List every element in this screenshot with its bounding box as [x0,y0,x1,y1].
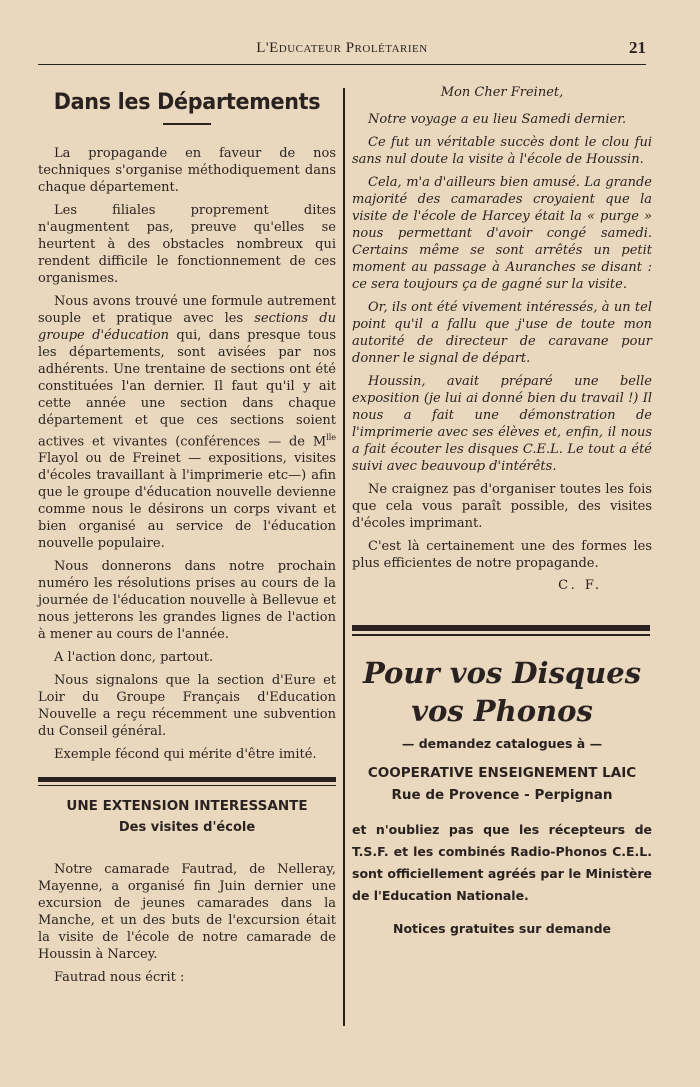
left-column [38,84,336,992]
paragraph: Exemple fécond qui mérite d'être imité. [54,746,317,762]
ad-catalog-line: — demandez catalogues à — [401,735,603,751]
paragraph: Notre camarade Fautrad, de Nelleray, Mayenne, a organisé fin Juin dernier une excursion de jeunes camarades dans la Manche, et un des buts de l'excursion était la visite de l'école de notre camarade de Houssin à Narcey. [38,862,336,963]
letter-paragraph: Cela, m'a d'ailleurs bien amusé. La grande majorité des camarades croyaient que la visite de l'école de Harcey était la « purge » nous permettant d'avoir congé samedi. Certains même se sont arrêtés un petit moment au passage à Auranches se disant : ce sera toujours ça de gagné sur la visite. [352,175,652,292]
letter-paragraph: Ce fut un véritable succès dont le clou fui sans nul doute la visite à l'école de Houssin. [352,135,652,167]
right-column [352,84,652,936]
journal-title: L'Educateur Prolétarien [256,40,428,56]
section-rule-thick [38,777,336,782]
letter-paragraph: Notre voyage a eu lieu Samedi dernier. [368,112,627,127]
ad-headline-line-1: Pour vos Disques [362,655,642,690]
ad-address: Rue de Provence - Perpignan [391,786,613,803]
letter-salutation: Mon Cher Freinet, [440,85,564,100]
section-subtitle: Des visites d'école [118,820,256,836]
paragraph-sections: Nous avons trouvé une formule autrement souple et pratique avec les sections du groupe d'éducation qui, dans presque tous les départements, sont avisées par nos adhérents. Une trentaine de sections ont été constituées l'an dernier. Il faut qu'il y ait cette année une section dans chaque département et que ces sections soient actives et vivantes (conférences — de $M^{lle}$ Flayol ou de Freinet — expositions, visites d'écoles travaillant à l'imprimerie etc—) afin que le groupe d'éducation nouvelle devienne comme nous le désirons un corps vivant et bien organisé au service de l'éducation nouvelle populaire. [38,293,337,551]
page-number: 21 [629,38,646,57]
ad-company: COOPERATIVE ENSEIGNEMENT LAIC [367,764,637,781]
paragraph: La propagande en faveur de nos techniques s'organise méthodiquement dans chaque département. [38,145,336,195]
section-rule-thin [38,785,336,787]
ad-rule-thick [352,625,650,631]
letter [352,84,652,475]
section-title-extension: UNE EXTENSION INTERESSANTE [66,798,308,815]
ad-notice: Notices gratuites sur demande [392,920,611,936]
page-header [38,36,646,65]
paragraph: Les filiales proprement dites n'augmentent pas, preuve qu'elles se heurtent à des obstacles nombreux qui rendent difficile le fonctionnement de ces organismes. [38,202,336,286]
ad-headline [352,654,652,730]
letter-paragraph: Or, ils ont été vivement intéressés, à un tel point qu'il a fallu que j'use de toute mon autorité de directeur de caravane pour donner le signal de départ. [352,300,652,366]
column-divider [343,88,345,1026]
paragraph: Nous signalons que la section d'Eure et Loir du Groupe Français d'Education Nouvelle a reçu récemment une subvention du Conseil général. [38,672,336,739]
paragraph: A l'action donc, partout. [54,649,214,665]
ad-paragraph: et n'oubliez pas que les récepteurs de T.S.F. et les combinés Radio-Phonos C.E.L. sont officiellement agréés par le Ministère de l'Education Nationale. [352,821,652,903]
ad-headline-line-2: vos Phonos [411,693,593,728]
ad-rule-thin [352,634,650,636]
title-underline [163,123,211,125]
closing-paragraph: Ne craignez pas d'organiser toutes les fois que cela vous paraît possible, des visites d'écoles imprimant. [352,482,652,531]
paragraph: Nous donnerons dans notre prochain numéro les résolutions prises au cours de la journée de l'éducation nouvelle à Bellevue et nous jetterons les grandes lignes de l'action à mener au cours de l'année. [38,558,336,642]
letter-paragraph: Houssin, avait préparé une belle exposition (je lui ai donné bien du travail !) Il nous a fait une démonstration de l'imprimerie avec ses élèves et, enfin, il nous a fait écouter les disques C.E.L. Le tout a été suivi avec beauvoup d'intérêts. [352,374,652,474]
section-title-departements: Dans les Départements [53,90,321,115]
closing-paragraph: C'est là certainement une des formes les plus efficientes de notre propagande. [352,539,652,571]
paragraph: Fautrad nous écrit : [54,970,185,986]
signature: C. F. [558,578,602,593]
